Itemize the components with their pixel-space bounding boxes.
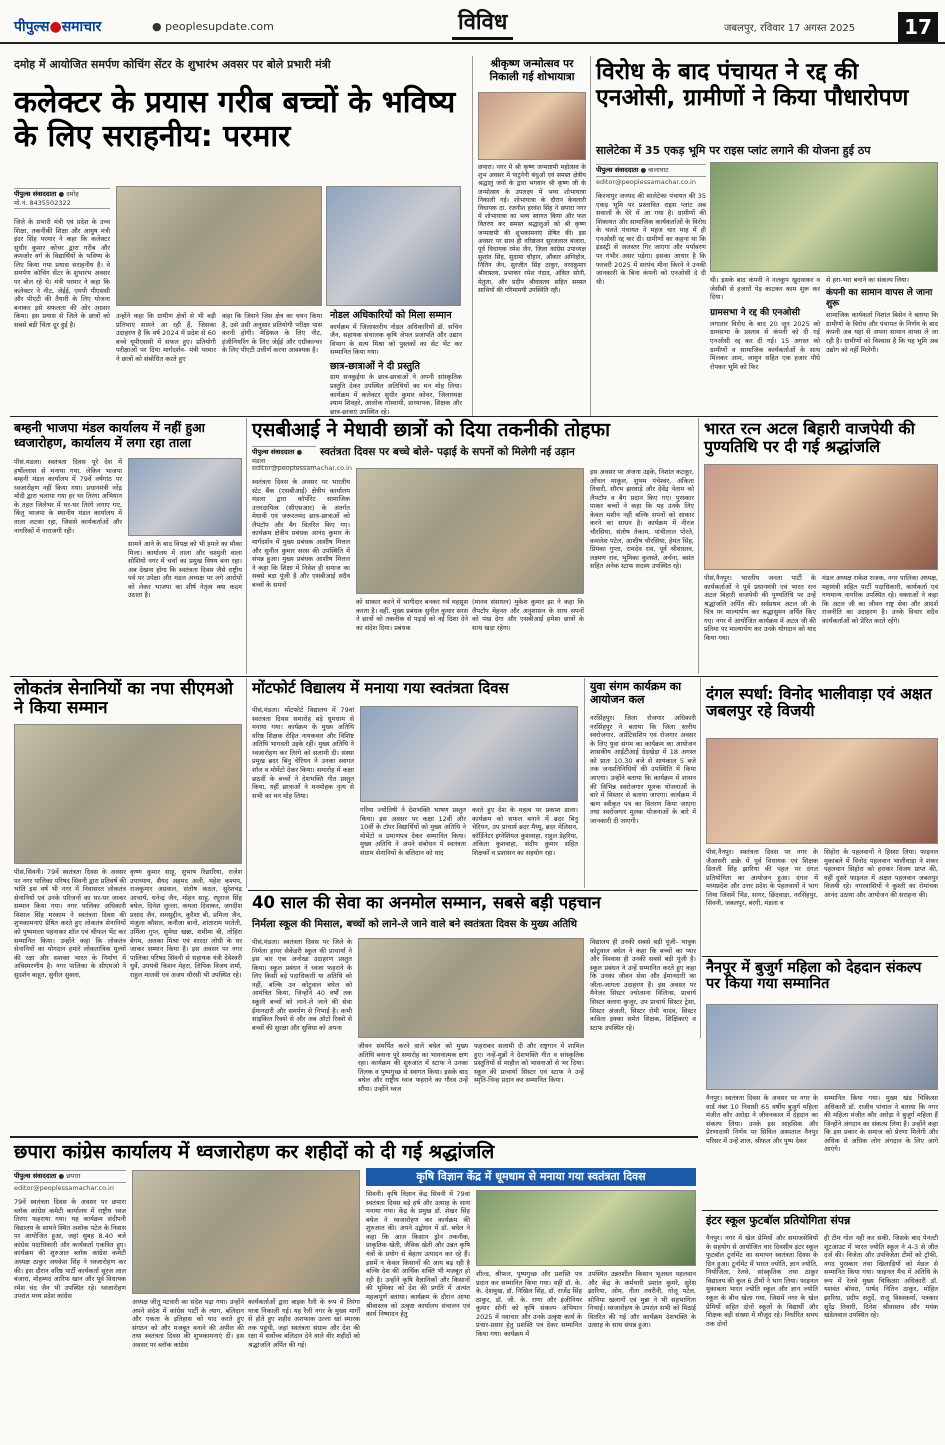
- loktantra-photo: [14, 724, 242, 864]
- football-body-2: ही टीम गोल नहीं कर सकी, जिसके बाद पेनल्टी शूटआउट में भारत ज्योति स्कूल ने 4-3 से जीत दर्ज की। विजेता और उपविजेता टीमों को ट्रॉफी, नगद पुरस्कार तथा खिलाड़ियों को मेडल से सम्मानित किया गया। फाइनल मैच में अतिथि के रूप में रेलवे मुख्य चिकित्सा अधिकारी डॉ. यशवंत बोथरा, पार्षद नितिन ठाकुर, मोहित झारिया, प्रदीप सतुर्दे, राजू विश्वकर्मा, पत्रकार सुरेंद्र तिवारी, दिनेश श्रीवास्तव और मयंक खंडेलवाल उपस्थित रहे।: [824, 1234, 938, 1320]
- panchayat-sidebar: [710, 308, 820, 371]
- kvk-photo: [476, 1190, 696, 1266]
- atal-headline: भारत रत्न अटल बिहारी वाजपेयी की पुण्यतिथि पर दी गई श्रद्धांजलि: [704, 419, 915, 456]
- dangal-headline: दंगल स्पर्धा: विनोद भालीवाड़ा एवं अक्षत जबलपुर रहे विजयी: [706, 685, 932, 721]
- nirmala-col3: फहराकर सलामी दी और राष्ट्रगान में शामिल हुए। नन्हें-मुन्नों ने देशभक्ति गीत व सांस्कृतिक प्रस्तुतियों से माहौल को भावनाओं से भर दिया। स्कूल की प्राचार्या सिस्टर एवं स्टाफ ने उन्हें स्मृति-चिन्ह प्रदान कर सम्मानित किया।: [474, 1042, 584, 1085]
- sbi-email: editor@peoplessamachar.co.in: [252, 464, 352, 472]
- kvk-col3: उपस्थित उन्नतशील किसान भूअस्ल पहलवान और केंद्र के कर्मचारी प्रशांत कुमरे, सुरेश झारिया, ओम, नीता तवरीनी, गोलू पटेल, सोनिया खलागों एवं मुन्ना ने भी सहभागिता निभाई। ध्वजारोहण के उपरांत सभी को मिठाई वितरित की गई और कार्यक्रम देशभक्ति के उत्साह के साथ संपन्न हुआ।: [588, 1270, 696, 1330]
- nirmala-subhead: निर्मला स्कूल की मिसाल, बच्चों को लाने-ले जाने वाले बने स्वतंत्रता दिवस के मुख्य अतिथि: [252, 919, 578, 930]
- nirmala-col2: जीवन समर्पित करने वाले बघेल को मुख्य अतिथि बनाना पूरे समारोह का भावनात्मक क्षण रहा। कार्यक्रम की शुरुआत में स्टाफ ने उनका तिलक व पुष्पगुच्छ से स्वागत किया। इसके बाद बघेल और राष्ट्रीय ध्वज फहराने का गौरव उन्हें सौंपा। उन्होंने ध्वज: [358, 1042, 468, 1093]
- sbi-mid: को साकार करने में भागीदार बनकर गर्व महसूस करता है। वहीं, मुख्य प्रबंधक सुनील कुमार सरस ने छात्रों को तकनीक से पढ़ाई को नई दिशा देने का संदेश दिया। प्रबंधक: [356, 598, 468, 632]
- collector-col1: जिले के प्रभारी मंत्री एवं प्रदेश के उच्च शिक्षा, तकनीकी शिक्षा और आयुष मंत्री इंदर सिंह परमार ने कहा कि कलेक्टर सुधीर कुमार कोचर द्वारा गरीब और कमजोर वर्ग के विद्यार्थियों के भविष्य के लिए किया गया प्रयास सराहनीय है। वे समर्पण कोचिंग सेंटर के शुभारंभ अवसर पर बोल रहे थे। मंत्री परमार ने कहा कि कलेक्टर ने नीट, जेईई, एमपी पीएससी और पीएटी की तैयारी के लिए योजना बनाकर इसे सफलता की ओर अग्रसर किया। इस प्रयास से जिले के छात्रों को सबसे बड़ी चिंता दूर हुई है।: [14, 218, 110, 329]
- kvk-band-headline: कृषि विज्ञान केंद्र में धूमधाम से मनाया गया स्वतंत्रता दिवस: [366, 1168, 696, 1186]
- nainpur-body-2: सम्मानित किया गया। मुख्य खंड चिकित्सा अधिकारी डॉ. राजीव पांचाल ने बताया कि नगर की महिला मंजीत कौर अरोड़ा ने बुजुर्ग महिला हैं जिन्होंने अंगदान का संकल्प लिया है। उन्होंने कहा कि इस प्रकार के समाज को प्रेरणा मिलेगी और अधिक से अधिक लोग अंगदान के लिए आगे आएंगे।: [824, 1094, 938, 1154]
- panchayat-headline: विरोध के बाद पंचायत ने रद्द की एनओसी, ग्रामीणों ने किया पौधारोपण: [596, 59, 909, 111]
- bjp-body: पीसं.मंडला। स्वतंत्रता दिवस पूरे देश में हर्षोल्लास से मनाया गया, लेकिन भाजपा बम्हनी मंडल कार्यालय में 79वें वर्षगांठ पर ध्वजारोहण नहीं किया गया। प्रधानमंत्री नरेंद्र मोदी द्वारा चलाया गया हर घर तिरंगा अभियान के तहत जिलेभर में घर-घर तिरंगे लगाए गए, किंतु भाजपा के स्थानीय मंडल कार्यालय में ताला लटका रहा, जिससे कार्यकर्ताओं और नागरिकों में नाराजगी रही।: [14, 458, 122, 535]
- yuva-headline: युवा संगम कार्यक्रम का आयोजन कल: [590, 680, 682, 707]
- brand-part-b: समाचार: [61, 19, 102, 35]
- byline-place: ● बालाघाट: [640, 166, 669, 174]
- column-rule: [584, 678, 585, 888]
- byline-place: ● मंडला: [252, 448, 303, 465]
- krishna-photo: [478, 92, 586, 160]
- column-rule: [472, 56, 473, 416]
- panchayat-body-2: थी। इसके बाद कंपनी ने नलकूप खुदवाकर व जेसीबी से हजारों पेड़ काटकर काम शुरू कर दिया।: [710, 276, 820, 302]
- atal-body: पीसं,नैनपुर। भारतीय जनता पार्टी के कार्यकर्ताओं ने पूर्व प्रधानमंत्री एवं भारत रत्न अटल बिहारी वाजपेयी की पुण्यतिथि पर उन्हें श्रद्धांजलि अर्पित की। सर्वप्रथम अटल जी के चित्र पर माल्यार्पण कर श्रद्धासुमन अर्पित किए गए। नगर में आयोजित कार्यक्रम में अटल जी की प्रतिमा पर माल्यार्पण कर उनके योगदान को याद किया गया।: [704, 574, 816, 643]
- chhapara-col1: 79वें स्वतंत्रता दिवस के अवसर पर छपारा ब्लॉक कांग्रेस कमेटी कार्यालय में राष्ट्रीय ध्वज तिरंगा फहराया गया। यह कार्यक्रम संदीपनी विद्यालय के सामने स्थित अशोक पटेल के निवास पर आयोजित हुआ, जहां सुबह 8.40 बजे कांग्रेस पदाधिकारी और कार्यकर्ता एकत्रित हुए। कार्यक्रम की शुरुआत ब्लॉक कांग्रेस कमेटी अध्यक्ष ठाकुर जयकेश सिंह ने ध्वजारोहण कर की। इस दौरान वरिष्ठ पार्टी कार्यकर्ता सूरज लाल बंजारा, मोहम्मद आरिफ खान और पूर्व विधायक रमेश चंद जैन भी उपस्थित रहे। ध्वजारोहण उपरांत मध्य प्रदेश कांग्रेस: [14, 1198, 126, 1301]
- sbi-photo: [356, 468, 584, 594]
- byline-mobile: मो.नं. 8435502322: [14, 198, 71, 207]
- football-body: नैनपुर। नगर में खेल प्रेमियों और समाजसेवियों के सहयोग से आयोजित चार दिवसीय इंटर स्कूल फुटबॉल टूर्नामेंट का समापन स्वतंत्रता दिवस के दिन हुआ। टूर्नामेंट में भारत ज्योति, ज्ञान ज्योति, नियोजिता, रेलवे, सांस्कृतिक तथा ठाकुर विद्यालय की कुल 6 टीमों ने भाग लिया। फाइनल मुकाबला भारत ज्योति स्कूल और ज्ञान ज्योति स्कूल के बीच खेला गया, जिसमें नगर के खेल प्रेमियों सहित दोनों स्कूलों के विद्यार्थी और शिक्षक बड़ी संख्या में मौजूद रहे। निर्धारित समय तक दोनों: [706, 1234, 818, 1328]
- section-divider: [10, 416, 938, 417]
- column-rule: [700, 678, 701, 1038]
- byline-reporter: पीपुल्स संवाददाता: [14, 1172, 57, 1180]
- chhapara-col2: अध्यक्ष जीतू पटवारी का संदेश पढ़ा गया। उन्होंने अपने संदेश में कांग्रेस पार्टी के त्याग, बलिदान और एकता के इतिहास को याद करते हुए संगठन को और मजबूत बनाने की अपील की तथा स्वतंत्रता दिवस की शुभकामनाएं दीं। इस अवसर पर ब्लॉक कांग्रेस: [132, 1298, 244, 1349]
- brand-part-a: पीपुल्स: [14, 19, 50, 35]
- masthead: [0, 0, 945, 44]
- football-headline: इंटर स्कूल फुटबॉल प्रतियोगिता संपन्न: [706, 1214, 851, 1227]
- panchayat-subhead: सालेटेका में 35 एकड़ भूमि पर राइस प्लांट लगाने की योजना हुई ठप: [596, 144, 871, 157]
- panchayat-side-head-2: कंपनी का सामान वापस ले जाना शुरू: [826, 287, 933, 310]
- collector-byline: [14, 188, 110, 209]
- chhapara-byline: [14, 1170, 126, 1183]
- collector-kicker: दमोह में आयोजित समर्पण कोचिंग सेंटर के शुभारंभ अवसर पर बोले प्रभारी मंत्री: [14, 58, 331, 71]
- site-url: ● peoplesupdate.com: [152, 20, 274, 33]
- byline-place: ● छपारा: [58, 1172, 81, 1180]
- collector-photo: [116, 186, 322, 306]
- nirmala-headline: 40 साल की सेवा का अनमोल सम्मान, सबसे बड़ी पहचान: [252, 893, 601, 912]
- panchayat-side-head: ग्रामसभा ने रद्द की एनओसी: [710, 308, 800, 318]
- kvk-col1: सिवनी। कृषि विज्ञान केंद्र सिवनी में 79वां स्वतंत्रता दिवस बड़े हर्ष और उत्साह के साथ मनाया गया। केंद्र के प्रमुख डॉ. शेखर सिंह बघेल ने ध्वजारोहण कर कार्यक्रम की शुरुआत की। अपने उद्बोधन में डॉ. बघेल ने कहा कि आज किसान ड्रोन तकनीक, प्राकृतिक खेती, जैविक खेती और उन्नत कृषि यंत्रों के प्रयोग से बेहतर उत्पादन कर रहे हैं। इसमें न केवल किसानों की आय बढ़ रही है बल्कि देश की आर्थिक शक्ति भी मजबूत हो रही है। उन्होंने कृषि वैज्ञानिकों और किसानों की भूमिका को देश की प्रगति में अत्यंत महत्वपूर्ण बताया। कार्यक्रम के दौरान आभा श्रीवास्तव को उत्कृष्ट कार्यालय संचालन एवं कार्य निष्पादन हेतु: [366, 1190, 470, 1319]
- section-divider: [248, 890, 698, 891]
- loktantra-col2: कृष्ण कुमार साहू, सुभाष रिछारिया, राजेश उपाध्याय, सैयद अहमद अली, महेश कश्यप, राजकुमार अग्रवाल, संतोष कठल, सुरेशचंद्र आचार्य, धनेन्द्र जैन, मोहन साहू, रघुराज सिंह बघेल, दिनेश लुल्ला, कमला दिवाकर, जगदीश प्रसाद जैन, समसुद्दीन, कुरैशा बी, प्रमिला जैन, मंजुला कौशल, कनौजा बानो, शांताराम परतेती, उर्मिला गुप्त, सुमेधा खन्ना, शमीमा बी, तोहिरा बेगम, अलका मिश्रा एवं शारदा लोधी के घर जाकर सम्मान किया है। इस अवसर पर नगर पालिका परिषद सिवनी से सहायक यंत्री देवेश्वरी धुर्वे, उपयंत्री किशन मेहरा, लिपिक विजय शर्मा, राहुल मालवी एवं अजय चौरसी भी उपस्थित रहे।: [130, 868, 242, 979]
- bjp-headline: बम्हनी भाजपा मंडल कार्यालय में नहीं हुआ ध्वजारोहण, कार्यालय में लगा रहा ताला: [14, 420, 205, 450]
- panchayat-side-body-2: सामाजिक कार्यकर्ता निशांत बिसेन ने बताया कि ग्रामीणों के विरोध और पंचायत के निर्णय के बाद कंपनी अब यहां से अपना सामान वापस ले जा रही है। ग्रामीणों को विश्वास है कि यह भूमि अब उद्योग को नहीं मिलेगी।: [826, 311, 938, 354]
- chhapara-email: editor@peoplessamachar.co.in: [14, 1184, 114, 1192]
- sbi-mid-2: (मानव संसाधन) मुकेश कुमार झा ने कहा कि लैपटॉप मेहनत और अनुशासन के साथ सपनों को पंख देगा और एसबीआई हमेशा छात्रों के साथ खड़ा रहेगा।: [472, 598, 584, 632]
- yuva-body: नरसिंहपुर। जिला रोजगार अधिकारी नरसिंहपुर ने बताया कि जिला स्तरीय स्वरोजगार, अप्रेंटिसशिप एवं रोजगार अवसर के लिए युवा संगम का कार्यक्रम का आयोजन शासकीय आईटीआई ग्रेड़खेड़ा में 18 अगस्त को प्रातः 10.30 बजे से सायंकाल 5 बजे तक जनप्रतिनिधियों की उपस्थिति में किया जाएगा। उन्होंने बताया कि कार्यक्रम में शासन की विभिन्न स्वरोजगार मूलक योजनाओं के बारे में विस्तार से बताया जाएगा। कार्यक्रम में ऋण स्वीकृत पत्र का वितरण किया जाएगा तथा स्वरोजगार मूलक योजनाओं के बारे में जानकारी दी जाएगी।: [590, 714, 696, 825]
- atal-body-2: मंडल अध्यक्ष राकेश राजक, नगर पालिका अध्यक्ष, महामंत्री सहित पार्टी पदाधिकारी, कार्यकर्ता एवं गणमान्य नागरिक उपस्थित रहे। वक्ताओं ने कहा कि अटल जी का जीवन राष्ट्र सेवा और आदर्श राजनीति का उदाहरण है। उनके विचार सदैव कार्यकर्ताओं को प्रेरित करते रहेंगे।: [822, 574, 938, 625]
- collector-side-body-2: ग्राम सनकुईया के छात्र-छात्राओं ने अपनी सांस्कृतिक प्रस्तुति देकर उपस्थित अतिथियों का मन मोह लिया। कार्यक्रम में कलेक्टर सुधीर कुमार कोचर, जिलाध्यक्ष श्याम शिवहरे, आलोक गोस्वामी, प्राध्यापक, शिक्षक और छात्र-छात्राएं उपस्थित रहे।: [330, 373, 462, 416]
- section-divider: [702, 1210, 938, 1211]
- chhapara-headline: छपारा कांग्रेस कार्यालय में ध्वजारोहण कर शहीदों को दी गई श्रद्धांजलि: [14, 1141, 495, 1163]
- collector-headline: कलेक्टर के प्रयास गरीब बच्चों के भविष्य के लिए सराहनीय: परमार: [14, 85, 456, 154]
- nirmala-col1: पीसं,मंडला। स्वतंत्रता दिवस पर जिले के निर्मला हायर सेकेंडरी स्कूल की प्राचार्या ने इस बार एक अनोखा उदाहरण प्रस्तुत किया। स्कूल प्रबंधन ने ध्वजा फहराने के लिए किसी बड़े पदाधिकारी या अतिथि को नहीं, बल्कि उन कोटुवाल बघेल को आमंत्रित किया, जिन्होंने 40 वर्षों तक स्कूली बच्चों को लाने-ले जाने की सेवा ईमानदारी और समर्पण से निभाई है। कभी साइकिल रिक्शे से और अब ऑटो रिक्शे से बच्चों की सुरक्षा और सुविधा को अपना: [252, 938, 352, 1032]
- sbi-col1: स्वतंत्रता दिवस के अवसर पर भारतीय स्टेट बैंक (एसबीआई) क्षेत्रीय कार्यालय मंडला द्वारा कॉर्पोरेट सामाजिक उत्तरदायित्व (सीएसआर) के अंतर्गत मेधावी एवं जरूरतमंद छात्र-छात्राओं को लैपटॉप और बैग वितरित किए गए। कार्यक्रम क्षेत्रीय प्रबंधक आनंद कुमार के मार्गदर्शन में मुख्य प्रबंधक आशीष मित्तल और सुनील कुमार सरस की उपस्थिति में संपन्न हुआ। मुख्य प्रबंधक आशीष मित्तल ने कहा कि शिक्षा में निवेश ही समाज का सबसे बड़ा पूंजी है और एसबीआई सदैव बच्चों के सपनों: [252, 478, 350, 589]
- panchayat-body: किरनापुर जनपद की सालेटेका पंचायत की 35 एकड़ भूमि पर प्रस्तावित राइस प्लांट अब सवालों के घेरे में आ गया है। ग्रामीणों की शिकायत और सामाजिक कार्यकर्ताओं के विरोध के चलते पंचायत ने महज चार माह में ही एनओसी रद्द कर दी। ग्रामीणों का कहना था कि इंडस्ट्री से जलस्तर गिर जाएगा और पर्यावरण पर गंभीर असर पड़ेगा। इसका आधार है कि फरवरी 2025 में सरपंच मीना किरने ने उनकी जानकारी के बिना कंपनी को एनओसी दे दी थी।: [596, 192, 706, 286]
- panchayat-email: editor@peoplessamachar.co.in: [596, 178, 696, 186]
- collector-side-head-2: छात्र-छात्राओं ने दी प्रस्तुति: [330, 360, 420, 372]
- collector-col3: कहा कि जिसने जिस क्षेत्र का चयन किया है, उसे उसी अनुसार प्रतियोगी परीक्षा पास करनी होगी। मेडिकल के लिए नीट, इंजीनियरिंग के लिए जेईई और एग्रीकल्चर के लिए पीएटी उत्तीर्ण करना आवश्यक है।: [222, 312, 322, 355]
- byline-place: ● दमोह: [58, 190, 79, 198]
- krishna-headline: श्रीकृष्ण जन्मोत्सव पर निकाली गई शोभायात्रा: [489, 58, 575, 83]
- nainpur-body: नैनपुर। स्वतंत्रता दिवस के अवसर पर नगर के वार्ड नंबर 10 निवासी 65 वर्षीय बुजुर्ग महिला मंजीत कौर अरोड़ा ने जीवनकाल में देहदान का संकल्प लिया। उनके इस साहसिक और प्रेरणादायी निर्णय पर सिविल अस्पताल नैनपुर परिसर में उन्हें शाल, श्रीफल और पुष्प देकर: [706, 1094, 818, 1145]
- section-title: विविध: [452, 8, 513, 40]
- dateline: जबलपुर, रविवार 17 अगस्त 2025: [724, 23, 856, 34]
- dangal-photo: [706, 738, 938, 844]
- sbi-subhead: स्वतंत्रता दिवस पर बच्चे बोले- पढ़ाई के सपनों को मिलेगी नई उड़ान: [320, 446, 575, 458]
- column-rule: [698, 418, 699, 674]
- collector-sidebar: [330, 182, 462, 416]
- dangal-body-2: सिहोरा के पहलवानों ने हिस्सा लिया। फाइनल मुकाबले में विनोद पहलवान भालीवाड़ा ने शंकर पहलवान सिहोरा को हराकर विजय प्राप्त की, वहीं दूसरे फाइनल में अक्षत पहलवान जबलपुर विजयी रहे। नगरवासियों ने कुश्ती का रोमांचक आनंद उठाया और आयोजन की सराहना की।: [824, 848, 938, 899]
- chhapara-photo: [132, 1170, 360, 1294]
- montfort-col1: पीसं,मंडला। मोंटफोर्ट विद्यालय में 79वां स्वतंत्रता दिवस समारोह बड़े धूमधाम से मनाया गया। कार्यक्रम के मुख्य अतिथि वरिष्ठ शिक्षक रोहित नायकवार और विशिष्ट अतिथि भागवती उइके रहीं। मुख्य अतिथि ने ध्वजारोहण कर तिरंगे को सलामी दी। संस्था प्रमुख ब्रदर बिनु चेरियन ने उनका स्वागत शॉल व मोमेंटो देकर किया। समारोह में कक्षा छठवीं के बच्चों ने देशभक्ति गीत प्रस्तुत किया, यहीं छात्राओं ने मनमोहक नृत्य से सभी का मन मोह लिया।: [252, 706, 354, 800]
- kvk-col2: शील्ड, श्रीफल, पुष्पगुच्छ और प्रशस्ति पत्र प्रदान कर सम्मानित किया गया। वहीं डॉ. के. के. देशमुख, डॉ. निखिल सिंह, डॉ. राजेंद्र सिंह ठाकुर, डॉ. जी. के. राणा और इंजीनियर कुमार सोनी को कृषि संकल्प अभियान 2025 में नवाचार और उनके उत्कृष्ट कार्य के प्रचार-प्रसार हेतु प्रशस्ति पत्र देकर सम्मानित किया गया। कार्यक्रम में: [476, 1270, 582, 1339]
- collector-side-body: कार्यक्रम में जिलास्तरीय नोडल अधिकारियों डॉ. सचिन जैन, सहायक संचालक कृषि जेपल प्रजापति और उद्यान विभाग के सत्य मिश्रा को पुस्तकों का सेट भेंट कर सम्मानित किया गया।: [330, 322, 462, 357]
- atal-photo: [704, 464, 938, 570]
- collector-col2: उन्होंने कहा कि ग्रामीण क्षेत्रों से भी बड़ी प्रतिभाएं सामने आ रही हैं, जिसका उदाहरण है कि वर्ष 2024 में प्रदेश से 60 बच्चे यूपीएससी में सफल हुए। प्रतियोगी परीक्षाओं पर दिया मार्गदर्शन- मंत्री परमार ने छात्रों को संबोधित करते हुए: [116, 312, 216, 363]
- nainpur-headline: नैनपुर में बुजुर्ग महिला को देहदान संकल्प पर किया गया सम्मानित: [706, 960, 922, 993]
- montfort-col2: गरिमा ज्योतिषी ने देशभक्ति भाषण प्रस्तुत किया। इस अवसर पर कक्षा 12वीं और 10वीं के टॉपर विद्यार्थियों को मुख्य अतिथि ने मोमेंटो व प्रमाणपत्र देकर सम्मानित किया। मुख्य अतिथि ने अपने संबोधन में स्वतंत्रता संग्राम सेनानियों के बलिदान को याद: [360, 806, 466, 857]
- byline-reporter: पीपुल्स संवाददाता: [252, 448, 295, 456]
- panchayat-photo: [710, 162, 938, 272]
- panchayat-sidebar-2: [826, 276, 938, 354]
- dangal-body: पीसं,नैनपुर। स्वतंत्रता दिवस पर नगर के जैआसरी डाक्रे में पूर्व विधायक एवं शिक्षक डिलली सिंह झारिया की पहल पर दंगल प्रतियोगिता का आयोजन हुआ। दंगल में मध्यप्रदेश और उत्तर प्रदेश के पहलवानों ने भाग लिया जिसमें भिंड, सागर, छिंदवाड़ा, नरसिंहपुर, सिवनी, जबलपुर, बरगी, मंडला व: [706, 848, 818, 908]
- nirmala-photo: [358, 938, 584, 1038]
- sbi-col3: इस अवसर पर अंजना उइके, निशांत कटकूर, आँचल माकूल, शुभम पंचेश्वर, अंकिता तिवारी, सौरभ झरवाड़े और देवेंद्र नेताम को लैपटॉप व बैग प्रदान किए गए। पुरस्कार पाकर बच्चों ने कहा कि यह उनके लिए केवल मशीन नहीं बल्कि सपनों को साकार करने का साधन है। कार्यक्रम में नीरज चौरसिया, संतोष तेकाम, पांचीलाल पोरते, कमलेश पटेल, आशीष चौरसिया, हेमंत सिंह, प्रियंका गुप्ता, रामदेव राव, पूर्व श्रीवास्तव, लक्ष्मण राव, भूमिका कुलस्ते, अर्चना, बसंत सहित अनेक स्टाफ सदस्य उपस्थित रहे।: [590, 468, 694, 571]
- chhapara-col3: कार्यकर्ताओं द्वारा बाइक रैली के रूप में तिरंगा यात्रा निकाली गई। यह रैली नगर के मुख्य मार्गों से होते हुए शहीद अशफाक उल्ला खां स्मारक तक पहुंची, जहां स्वतंत्रता संग्राम और देश की रक्षा में सर्वोच्च बलिदान देने वाले वीर शहीदों को श्रद्धांजलि अर्पित की गई।: [248, 1298, 360, 1349]
- section-divider: [10, 1136, 698, 1138]
- krishna-body: छपारा। नगर में श्री कृष्ण जन्माष्टमी महोत्सव के शुभ अवसर में पाटुनेनी बंधुओं एवं समस्त क्षेत्रीय श्रद्धालु जनों के द्वारा भगवान श्री कृष्ण जी के जन्मोत्सव के उपलक्ष्य में भव्य शोभायात्रा निकाली गई। शोभायात्रा के दौरान केवलारी विधायक ठा. रजनीश हरवंश सिंह ने छपारा नगर में शोभायात्रा का भव्य स्वागत किया और फल वितरण कर समस्त श्रद्धालुओं को श्री कृष्ण जन्माष्टमी की शुभकामनाएं प्रेषित की। इस अवसर पर साथ ही वरिष्ठजन सुरजलाल बंजारा, पूर्व विधायक रमेश जैन, जिला कांग्रेस उपाध्यक्ष सुशांत सिंह, सुदामा चौहान, औंकार अग्निहोत्र, नितिन जैन, सुरजीत सिंह ठाकुर, वरदकुमार श्रीवास्तव, प्रभाकर रमेश नंदाद, अंकित सोनी, मेतुला, और प्रदीप श्रीवास्तव सहित समस्त साथियों की गरिमामयी उपस्थिति रही।: [478, 164, 586, 294]
- montfort-col3: करते हुए देश के महत्व पर प्रकाश डाला। कार्यक्रम को सफल बनाने में ब्रदर बिनु चेरियन, उप प्राचार्य ब्रदर मैथ्यू, ब्रदर मेलिसन, कॉर्डिनेटर इग्नेशियल कुशवाहा, राहुल डेहरिया, अंकिता कुशवाहा, संदीप कुमार सहित शिक्षकों व प्रशासन का सहयोग रहा।: [472, 806, 578, 857]
- panchayat-byline: [596, 164, 706, 177]
- column-rule: [590, 56, 591, 416]
- brand-logo: [14, 18, 101, 36]
- panchayat-side-body: लगातार विरोध के बाद 20 जून 2025 को ग्रामसभा के प्रस्ताव से कंपनी को दी गई एनओसी रद्द कर दी गई। 15 अगस्त को ग्रामीणों व सामाजिक कार्यकर्ताओं के साथ मिलकर आम, जामुन सहित एक हजार पौधे रोपकर भूमि को फिर: [710, 319, 820, 371]
- montfort-photo: [360, 706, 578, 802]
- column-rule: [246, 678, 247, 888]
- section-divider: [10, 676, 938, 677]
- page-number: 17: [898, 12, 938, 42]
- bjp-body-2: सामने आने के बाद विपक्ष को भी हमले का मौका मिला। कार्यालय में ताला और चश्मुली वाला सोशियो नगर में चर्चा का प्रमुख विषय बना रहा। अब देखना होगा कि स्वतंत्रता दिवस जैसे राष्ट्रीय पर्व पर उपेक्षा और मंडल अध्यक्ष पर लगे आरोपों को लेकर भाजपा का शीर्ष नेतृत्व क्या कदम उठाता है।: [128, 540, 242, 600]
- montfort-headline: मोंटफोर्ट विद्यालय में मनाया गया स्वतंत्रता दिवस: [252, 679, 509, 697]
- column-rule: [246, 418, 247, 674]
- nainpur-photo: [706, 1004, 938, 1090]
- loktantra-body: पीसं,सिवनी। 79वें स्वतंत्रता दिवस के अवसर पर नगर पालिका परिषद सिवनी द्वारा प्रतिवर्ष की भांति इस वर्ष भी नगर में निवासरत लोकतंत्र सेनानियों एवं उनके परिजनों का घर-घर जाकर सम्मान किया गया। नगर पालिका अधिकारी विशाल सिंह मरकाम ने स्वतंत्रता दिवस की शुभकामनाएं प्रेषित करते हुए लोकतंत्र सेनानियों को पुष्पमाला पहनाकर शॉल एवं श्रीफल भेंट कर सम्मानित किया। उन्होंने कहा कि लोकतंत्र सेनानियों का योगदान हमारे लोकतांत्रिक मूल्यों की रक्षा और सशक्त भारत के निर्माण में अविस्मरणीय है। नगर पालिका के सीएमओ ने सुदर्शन बाहूत, सुनील सुक्ला,: [14, 868, 127, 979]
- byline-reporter: पीपुल्स संवाददाता: [14, 190, 57, 198]
- nirmala-col4: विद्यालय ही उनकी सबसे बड़ी पूंजी- भावुक कोटुवाल बघेल ने कहा कि बच्चों का प्यार और विश्वास ही उनकी सबसे बड़ी पूंजी है। स्कूल प्रबंधन ने उन्हें सम्मानित करते हुए कहा कि उनका जीवन सेवा और ईमानदारी का जीता-जागता उदाहरण है। इस अवसर पर मैनेजर सिस्टर ज्योत्सना विलिन्स, प्राचार्य सिस्टर क्लारा कुजूर, उप प्राचार्य सिस्टर ट्रेसा, सिस्टर अंजली, सिस्टर रोमी यादव, सिस्टर कविता इक्का समेत शिक्षक, शिक्षिकाएं व स्टाफ उपस्थित रहे।: [590, 938, 696, 1032]
- section-divider: [702, 956, 938, 957]
- bjp-photo: [128, 458, 242, 536]
- sbi-headline: एसबीआई ने मेधावी छात्रों को दिया तकनीकी तोहफा: [252, 419, 611, 441]
- brand-separator: ●: [49, 19, 62, 35]
- byline-reporter: पीपुल्स संवाददाता: [596, 166, 639, 174]
- collector-side-head: नोडल अधिकारियों को मिला सम्मान: [330, 310, 452, 321]
- loktantra-headline: लोकतंत्र सेनानियों का नपा सीएमओ ने किया सम्मान: [14, 679, 233, 719]
- panchayat-side-body-3: से हरा-भरा बनाने का संकल्प लिया।: [826, 276, 909, 284]
